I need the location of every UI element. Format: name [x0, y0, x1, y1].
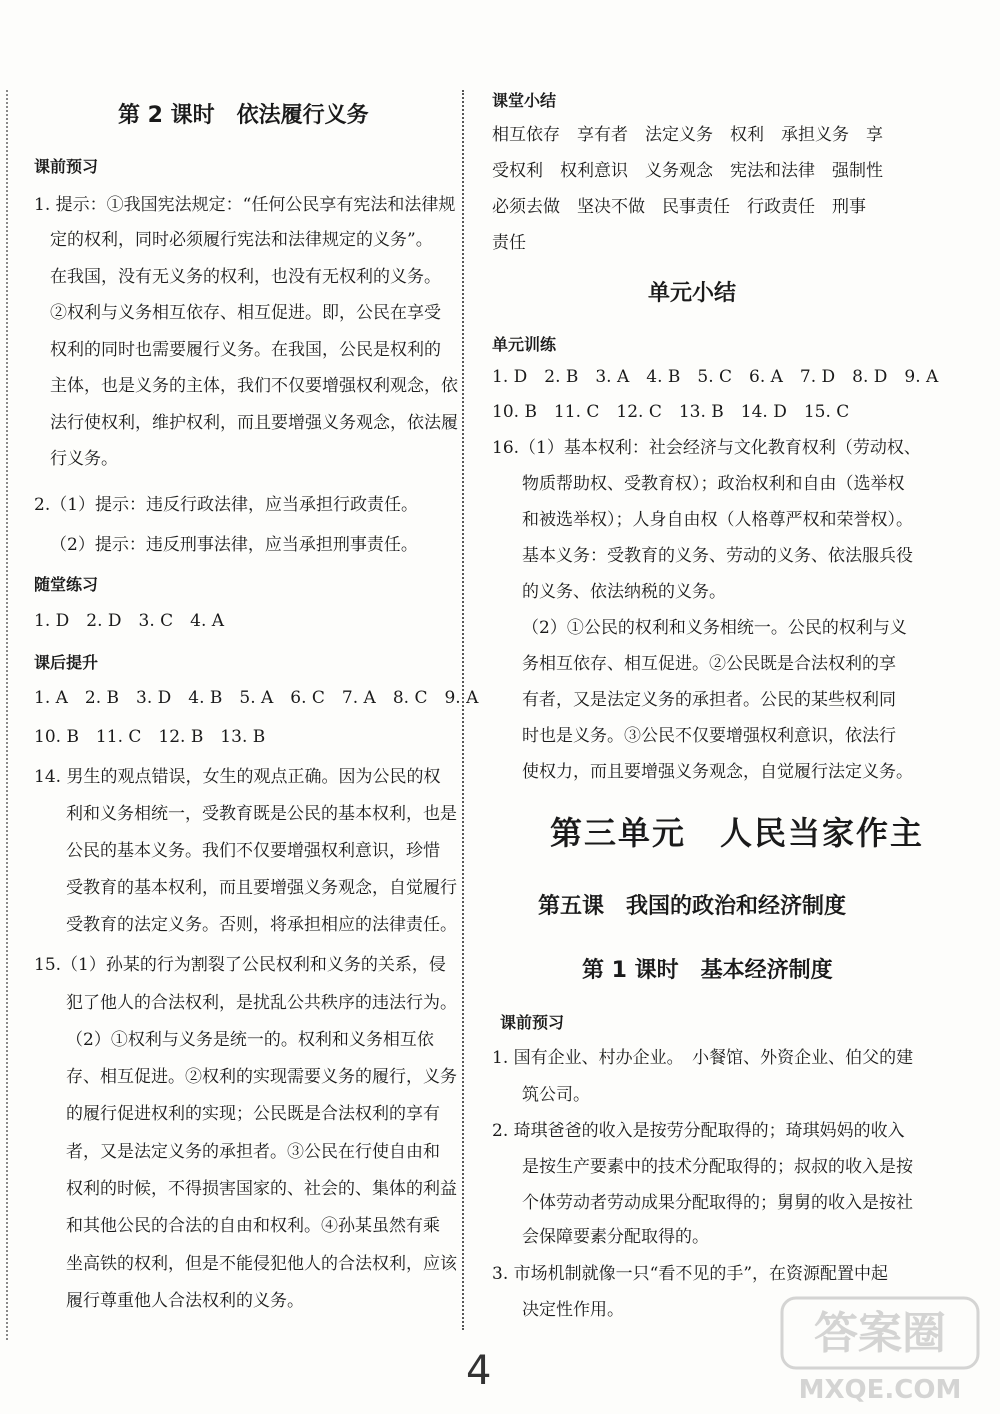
unit-summary-title: 单元小结	[648, 281, 737, 306]
text-line: 利和义务相统一，受教育既是公民的基本权利，也是	[66, 804, 457, 824]
answer-line: 1. D 2. B 3. A 4. B 5. C 6. A 7. D 8. D 9. A	[492, 367, 939, 387]
answer-line: 10. B 11. C 12. C 13. B 14. D 15. C	[492, 402, 850, 422]
section-heading-preview: 课前预习	[500, 1013, 565, 1032]
text-line: 责任	[492, 233, 526, 253]
text-line: 的履行促进权利的实现；公民既是合法权利的享有	[66, 1104, 440, 1124]
page-edge-dots	[6, 90, 8, 1340]
text-line: 和其他公民的合法的自由和权利。④孙某虽然有乘	[66, 1216, 440, 1236]
text-line: 务相互依存、相互促进。②公民既是合法权利的享	[522, 654, 896, 674]
text-line: 公民的基本义务。我们不仅要增强权利意识，珍惜	[66, 841, 440, 861]
chapter-title: 第三单元 人民当家作主	[550, 814, 925, 852]
text-line: 者，又是法定义务的承担者。③公民在行使自由和	[66, 1142, 440, 1162]
answer-line: 1. A 2. B 3. D 4. B 5. A 6. C 7. A 8. C 9. A	[34, 688, 479, 708]
watermark-logo	[780, 1296, 980, 1406]
text-line: 定的权利，同时必须履行宪法和法律规定的义务”。	[50, 230, 433, 250]
text-line: 2. 琦琪爸爸的收入是按劳分配取得的；琦琪妈妈的收入	[492, 1121, 905, 1141]
text-line: 受教育的法定义务。否则，将承担相应的法律责任。	[66, 915, 457, 935]
text-line: 个体劳动者劳动成果分配取得的；舅舅的收入是按社	[522, 1193, 913, 1213]
text-line: 必须去做 坚决不做 民事责任 行政责任 刑事	[492, 197, 866, 217]
text-line: 受权利 权利意识 义务观念 宪法和法律 强制性	[492, 161, 883, 181]
watermark-text-en: MXQE.COM	[798, 1375, 962, 1405]
text-line: 3. 市场机制就像一只“看不见的手”，在资源配置中起	[492, 1264, 889, 1284]
text-line: 使权力，而且要增强义务观念，自觉履行法定义务。	[522, 762, 913, 782]
text-line: 2.（1）提示：违反行政法律，应当承担行政责任。	[34, 495, 419, 515]
text-line: 在我国，没有无义务的权利，也没有无权利的义务。	[50, 267, 441, 287]
text-line: 筑公司。	[522, 1085, 590, 1105]
text-line: 法行使权利，维护权利，而且要增强义务观念，依法履	[50, 413, 458, 433]
text-line: 会保障要素分配取得的。	[522, 1227, 709, 1247]
text-line: 15.（1）孙某的行为割裂了公民权利和义务的关系，侵	[34, 955, 446, 975]
page-number: 4	[466, 1348, 492, 1394]
text-line: 决定性作用。	[522, 1300, 624, 1320]
text-line: 受教育的基本权利，而且要增强义务观念，自觉履行	[66, 878, 457, 898]
text-line: 行义务。	[50, 449, 118, 469]
text-line: （2）提示：违反刑事法律，应当承担刑事责任。	[50, 535, 418, 555]
text-line: 16.（1）基本权利：社会经济与文化教育权利（劳动权、	[492, 438, 921, 458]
text-line: 和被选举权）；人身自由权（人格尊严权和荣誉权）。	[522, 510, 913, 530]
watermark-text-cn: 答案圈	[814, 1308, 946, 1359]
answer-line: 1. D 2. D 3. C 4. A	[34, 611, 225, 631]
answer-line: 10. B 11. C 12. B 13. B	[34, 727, 266, 747]
text-line: 是按生产要素中的技术分配取得的；叔叔的收入是按	[522, 1157, 913, 1177]
section-heading-practice: 随堂练习	[34, 575, 99, 594]
text-line: 1. 国有企业、村办企业。 小餐馆、外资企业、伯父的建	[492, 1048, 914, 1068]
course-title: 第五课 我国的政治和经济制度	[538, 894, 847, 919]
text-line: 有者，又是法定义务的承担者。公民的某些权利同	[522, 690, 896, 710]
text-line: 物质帮助权、受教育权）；政治权利和自由（选举权	[522, 474, 905, 494]
text-line: 权利的同时也需要履行义务。在我国，公民是权利的	[50, 340, 441, 360]
section-heading-after-class: 课后提升	[34, 653, 99, 672]
text-line: 相互依存 享有者 法定义务 权利 承担义务 享	[492, 125, 883, 145]
text-line: 坐高铁的权利，但是不能侵犯他人的合法权利，应该	[66, 1254, 457, 1274]
text-line: 1. 提示：①我国宪法规定：“任何公民享有宪法和法律规	[34, 195, 456, 215]
lesson-title: 第 2 课时 依法履行义务	[118, 103, 369, 128]
text-line: 犯了他人的合法权利，是扰乱公共秩序的违法行为。	[66, 993, 457, 1013]
text-line: 时也是义务。③公民不仅要增强权利意识，依法行	[522, 726, 896, 746]
text-line: 14. 男生的观点错误，女生的观点正确。因为公民的权	[34, 767, 441, 787]
column-divider	[462, 90, 464, 1330]
section-heading-preview: 课前预习	[34, 157, 99, 176]
section-heading-summary: 课堂小结	[492, 91, 557, 110]
text-line: 主体，也是义务的主体，我们不仅要增强权利观念，依	[50, 376, 458, 396]
text-line: 履行尊重他人合法权利的义务。	[66, 1291, 304, 1311]
section-heading-unit-training: 单元训练	[492, 335, 557, 354]
text-line: 权利的时候，不得损害国家的、社会的、集体的利益	[66, 1179, 457, 1199]
text-line: （2）①公民的权利和义务相统一。公民的权利与义	[522, 618, 907, 638]
text-line: 存、相互促进。②权利的实现需要义务的履行，义务	[66, 1067, 457, 1087]
text-line: （2）①权利与义务是统一的。权利和义务相互依	[66, 1030, 434, 1050]
text-line: 基本义务：受教育的义务、劳动的义务、依法服兵役	[522, 546, 913, 566]
text-line: ②权利与义务相互依存、相互促进。即，公民在享受	[50, 303, 441, 323]
text-line: 的义务、依法纳税的义务。	[522, 582, 726, 602]
lesson-title: 第 1 课时 基本经济制度	[582, 958, 833, 983]
